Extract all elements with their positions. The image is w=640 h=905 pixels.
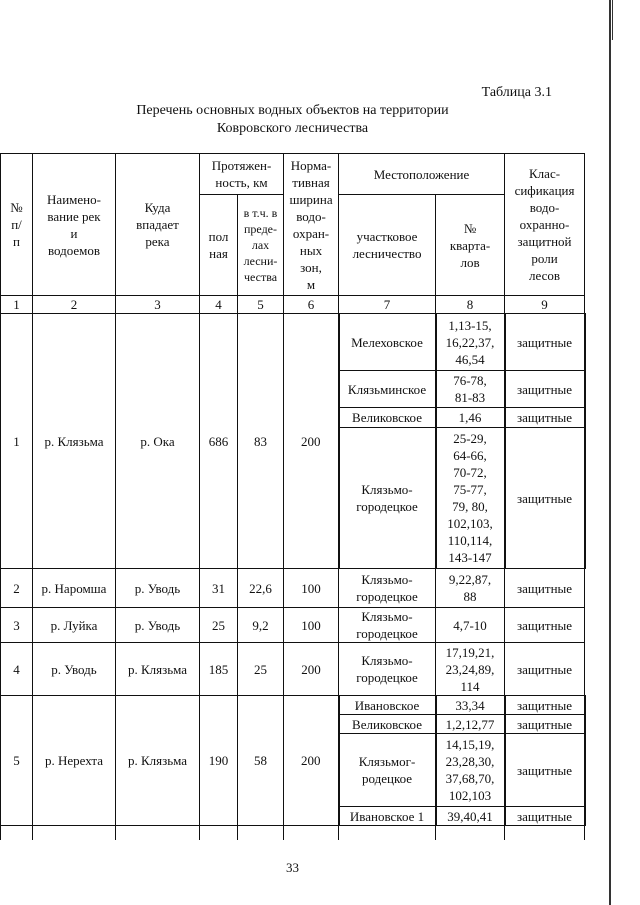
row-num: 1: [1, 314, 33, 569]
table-row: [1, 314, 585, 371]
flows-into: р. Уводь: [116, 569, 200, 608]
district: Клязьмо- городецкое: [339, 643, 436, 696]
zone-width: 100: [284, 569, 339, 608]
row-num: 3: [1, 608, 33, 643]
length-within: 22,6: [238, 569, 284, 608]
zone-width: 100: [284, 608, 339, 643]
protection-role: защитные: [505, 569, 585, 608]
quarters: 17,19,21, 23,24,89, 114: [436, 643, 505, 696]
column-number-8: 8: [436, 296, 505, 314]
zone-width: 200: [284, 643, 339, 696]
empty-cell: [116, 826, 200, 841]
quarters: 4,7-10: [436, 608, 505, 643]
header-num: № п/ п: [1, 154, 33, 296]
quarters: 1,46: [436, 408, 505, 428]
district: Ивановское: [339, 696, 436, 715]
quarters: 76-78, 81-83: [436, 371, 505, 408]
river-name: р. Наромша: [33, 569, 116, 608]
length-within: 25: [238, 643, 284, 696]
column-number-2: 2: [33, 296, 116, 314]
table-title: [0, 102, 585, 138]
header-district: участковое лесничество: [339, 195, 436, 296]
header-length-group: Протяжен- ность, км: [200, 154, 284, 195]
protection-role: защитные: [505, 807, 585, 826]
header-length-within: в т.ч. в преде- лах лесни- чества: [238, 195, 284, 296]
length-full: 25: [200, 608, 238, 643]
length-within: 9,2: [238, 608, 284, 643]
river-name: р. Уводь: [33, 643, 116, 696]
scan-edge-fold: [612, 0, 613, 40]
flows-into: р. Клязьма: [116, 696, 200, 826]
flows-into: р. Ока: [116, 314, 200, 569]
quarters: 1,2,12,77: [436, 715, 505, 734]
protection-role: защитные: [505, 608, 585, 643]
district: Клязьмо- городецкое: [339, 608, 436, 643]
zone-width: 200: [284, 696, 339, 826]
quarters: 1,13-15, 16,22,37, 46,54: [436, 314, 505, 371]
quarters: 14,15,19, 23,28,30, 37,68,70, 102,103: [436, 734, 505, 807]
district: Ивановское 1: [339, 807, 436, 826]
length-full: 31: [200, 569, 238, 608]
length-full: 185: [200, 643, 238, 696]
table-row: [1, 643, 585, 696]
column-number-5: 5: [238, 296, 284, 314]
protection-role: защитные: [505, 696, 585, 715]
protection-role: защитные: [505, 734, 585, 807]
column-numbers-row: [1, 296, 585, 314]
quarters: 25-29, 64-66, 70-72, 75-77, 79, 80, 102,103, 110,114, 143-147: [436, 428, 505, 569]
table-title-line-2: Ковровского лесничества: [216, 121, 369, 136]
empty-cell: [33, 826, 116, 841]
table-caption-label: Таблица 3.1: [481, 85, 552, 100]
length-full: 686: [200, 314, 238, 569]
district: Великовское: [339, 715, 436, 734]
empty-cell: [1, 826, 33, 841]
header-row-1: [1, 154, 585, 195]
empty-cell: [238, 826, 284, 841]
header-name: Наимено- вание рек и водоемов: [33, 154, 116, 296]
protection-role: защитные: [505, 428, 585, 569]
district: Клязьмог- родецкое: [339, 734, 436, 807]
district: Клязьминское: [339, 371, 436, 408]
length-within: 58: [238, 696, 284, 826]
table-row: [1, 696, 585, 715]
protection-role: защитные: [505, 371, 585, 408]
flows-into: р. Уводь: [116, 608, 200, 643]
district: Клязьмо- городецкое: [339, 428, 436, 569]
empty-cell: [436, 826, 505, 841]
table-tail-row: [1, 826, 585, 841]
district: Клязьмо- городецкое: [339, 569, 436, 608]
water-objects-table: [0, 153, 586, 840]
length-within: 83: [238, 314, 284, 569]
river-name: р. Клязьма: [33, 314, 116, 569]
scan-edge-line: [609, 0, 611, 905]
header-location-group: Местоположение: [339, 154, 505, 195]
protection-role: защитные: [505, 314, 585, 371]
row-num: 2: [1, 569, 33, 608]
table-row: [1, 569, 585, 608]
empty-cell: [339, 826, 436, 841]
table-title-line-1: Перечень основных водных объектов на территории: [136, 103, 449, 118]
empty-cell: [505, 826, 585, 841]
quarters: 39,40,41: [436, 807, 505, 826]
header-classification: Клас- сификация водо- охранно- защитной роли лесов: [505, 154, 585, 296]
length-full: 190: [200, 696, 238, 826]
header-quarter-no: № кварта- лов: [436, 195, 505, 296]
protection-role: защитные: [505, 408, 585, 428]
table-row: [1, 608, 585, 643]
river-name: р. Луйка: [33, 608, 116, 643]
district: Мелеховское: [339, 314, 436, 371]
protection-role: защитные: [505, 643, 585, 696]
quarters: 9,22,87, 88: [436, 569, 505, 608]
column-number-3: 3: [116, 296, 200, 314]
zone-width: 200: [284, 314, 339, 569]
protection-role: защитные: [505, 715, 585, 734]
flows-into: р. Клязьма: [116, 643, 200, 696]
column-number-9: 9: [505, 296, 585, 314]
header-length-full: пол ная: [200, 195, 238, 296]
column-number-4: 4: [200, 296, 238, 314]
empty-cell: [284, 826, 339, 841]
quarters: 33,34: [436, 696, 505, 715]
column-number-6: 6: [284, 296, 339, 314]
column-number-7: 7: [339, 296, 436, 314]
row-num: 4: [1, 643, 33, 696]
row-num: 5: [1, 696, 33, 826]
column-number-1: 1: [1, 296, 33, 314]
header-flows-into: Куда впадает река: [116, 154, 200, 296]
empty-cell: [200, 826, 238, 841]
river-name: р. Нерехта: [33, 696, 116, 826]
district: Великовское: [339, 408, 436, 428]
header-zone-width: Норма- тивная ширина водо- охран- ных зон, м: [284, 154, 339, 296]
page-number: 33: [286, 860, 299, 875]
